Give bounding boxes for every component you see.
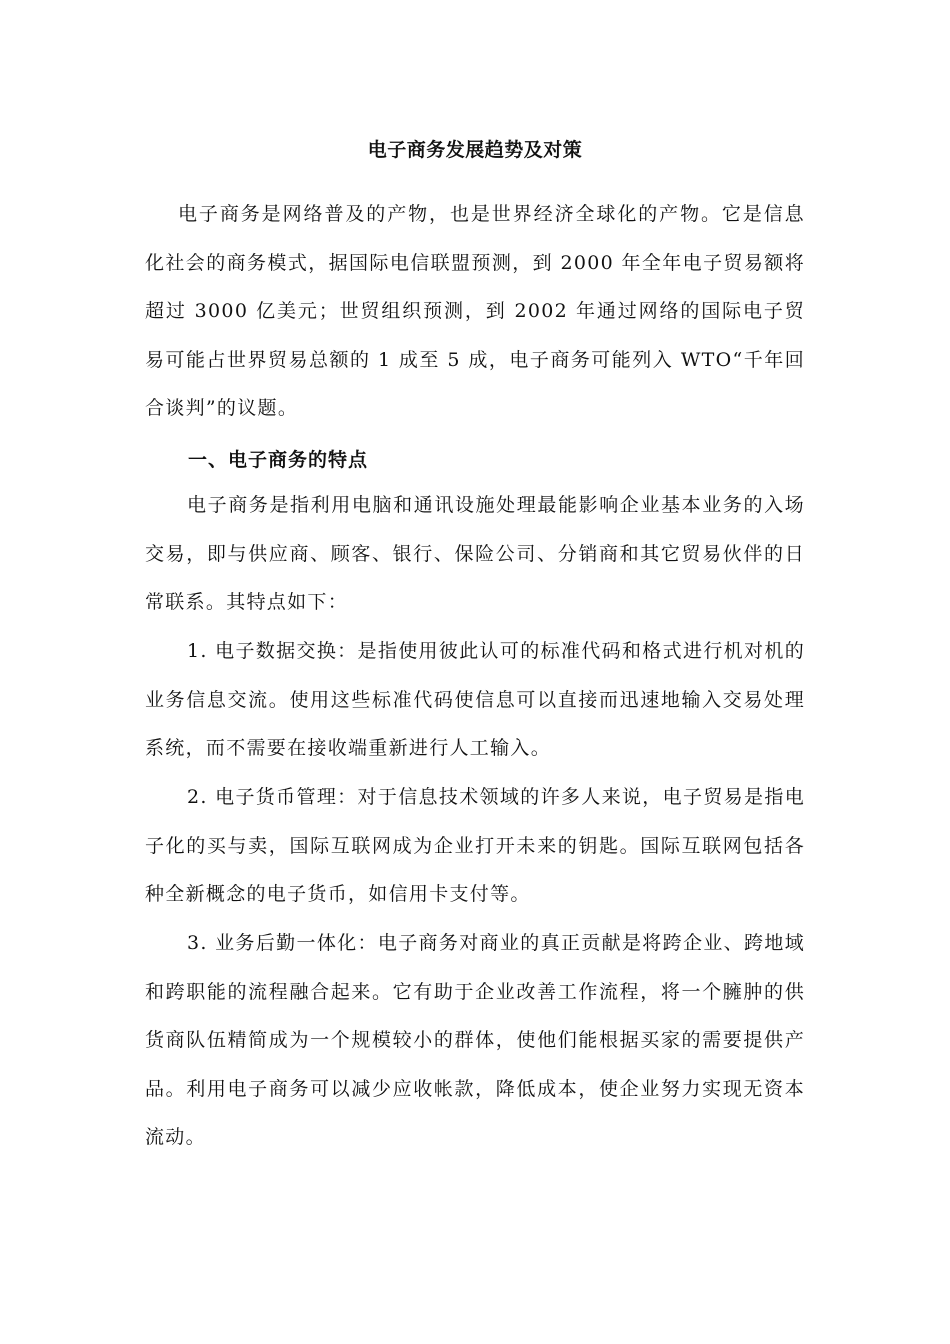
intro-paragraph: 电子商务是网络普及的产物，也是世界经济全球化的产物。它是信息化社会的商务模式，据国际电信联盟预测，到 2000 年全年电子贸易额将超过 3000 亿美元；世贸组织预测，到 2002 年通过网络的国际电子贸易可能占世界贸易总额的 1 成至 5 成，电子商务可能列入 WTO“千年回合谈判”的议题。	[145, 203, 805, 419]
point-1-paragraph: 1. 电子数据交换：是指使用彼此认可的标准代码和格式进行机对机的业务信息交流。使用这些标准代码使信息可以直接而迅速地输入交易处理系统，而不需要在接收端重新进行人工输入。	[145, 640, 805, 759]
section-intro-paragraph: 电子商务是指利用电脑和通讯设施处理最能影响企业基本业务的入场交易，即与供应商、顾客、银行、保险公司、分销商和其它贸易伙伴的日常联系。其特点如下：	[145, 494, 805, 613]
point-3-paragraph: 3. 业务后勤一体化：电子商务对商业的真正贡献是将跨企业、跨地域和跨职能的流程融合起来。它有助于企业改善工作流程，将一个臃肿的供货商队伍精简成为一个规模较小的群体，使他们能根据买家的需要提供产品。利用电子商务可以减少应收帐款，降低成本，使企业努力实现无资本流动。	[145, 932, 805, 1148]
document-title: 电子商务发展趋势及对策	[367, 139, 583, 161]
section-heading: 一、电子商务的特点	[188, 449, 369, 471]
point-2-paragraph: 2. 电子货币管理：对于信息技术领域的许多人来说，电子贸易是指电子化的买与卖，国际互联网成为企业打开未来的钥匙。国际互联网包括各种全新概念的电子货币，如信用卡支付等。	[145, 786, 805, 905]
